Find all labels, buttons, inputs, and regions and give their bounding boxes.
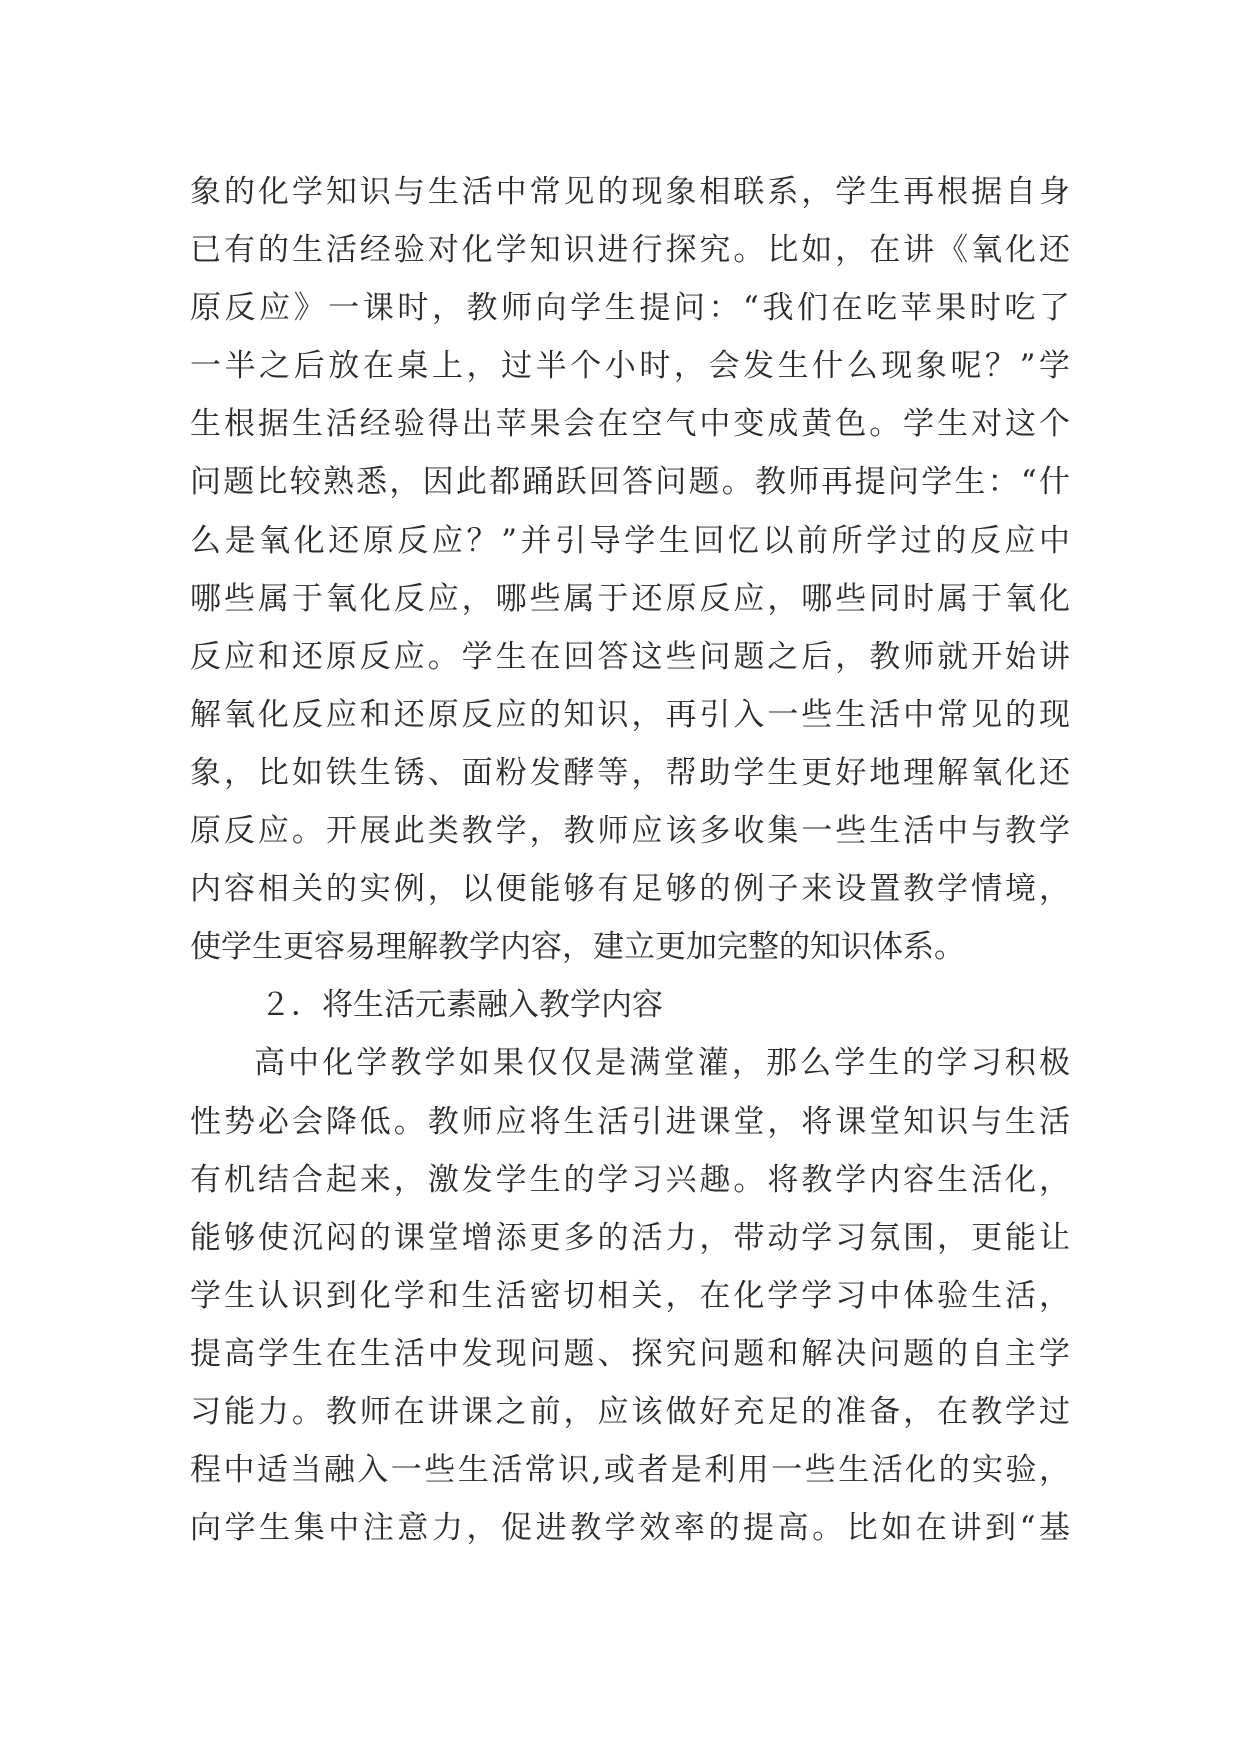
text-line: 能够使沉闷的课堂增添更多的活力，带动学习氛围，更能让 xyxy=(190,1219,1070,1256)
text-line: 学生认识到化学和生活密切相关，在化学学习中体验生活， xyxy=(190,1277,1070,1314)
text-line: 象的化学知识与生活中常见的现象相联系，学生再根据自身 xyxy=(190,174,1070,210)
text-line: 程中适当融入一些生活常识,或者是利用一些生活化的实验， xyxy=(190,1452,1070,1489)
text-line: 原反应》一课时，教师向学生提问：“我们在吃苹果时吃了 xyxy=(190,290,1070,327)
text-line: 生根据生活经验得出苹果会在空气中变成黄色。学生对这个 xyxy=(190,406,1070,443)
text-line: 向学生集中注意力，促进教学效率的提高。比如在讲到“基 xyxy=(190,1510,1070,1547)
text-line: 问题比较熟悉，因此都踊跃回答问题。教师再提问学生：“什 xyxy=(190,464,1070,501)
text-line: 一半之后放在桌上，过半个小时，会发生什么现象呢？”学 xyxy=(190,348,1070,385)
section-heading: ２．将生活元素融入教学内容 xyxy=(260,987,663,1024)
text-line: 么是氧化还原反应？”并引导学生回忆以前所学过的反应中 xyxy=(190,522,1070,559)
text-line: 解氧化反应和还原反应的知识，再引入一些生活中常见的现 xyxy=(190,696,1070,733)
text-line: 有机结合起来，激发学生的学习兴趣。将教学内容生活化， xyxy=(190,1161,1070,1198)
text-line: 已有的生活经验对化学知识进行探究。比如，在讲《氧化还 xyxy=(190,232,1070,269)
text-line: 高中化学教学如果仅仅是满堂灌，那么学生的学习积极 xyxy=(254,1045,1070,1082)
text-line: 使学生更容易理解教学内容，建立更加完整的知识体系。 xyxy=(190,929,965,966)
text-line: 哪些属于氧化反应，哪些属于还原反应，哪些同时属于氧化 xyxy=(190,580,1070,617)
text-line: 提高学生在生活中发现问题、探究问题和解决问题的自主学 xyxy=(190,1335,1070,1372)
text-line: 反应和还原反应。学生在回答这些问题之后，教师就开始讲 xyxy=(190,638,1070,675)
text-line: 内容相关的实例，以便能够有足够的例子来设置教学情境， xyxy=(190,871,1070,908)
body-text xyxy=(190,163,1070,1557)
text-line: 原反应。开展此类教学，教师应该多收集一些生活中与教学 xyxy=(190,813,1070,850)
text-line: 习能力。教师在讲课之前，应该做好充足的准备，在教学过 xyxy=(190,1393,1070,1430)
text-line: 象，比如铁生锈、面粉发酵等，帮助学生更好地理解氧化还 xyxy=(190,754,1070,791)
text-line: 性势必会降低。教师应将生活引进课堂，将课堂知识与生活 xyxy=(190,1103,1070,1140)
